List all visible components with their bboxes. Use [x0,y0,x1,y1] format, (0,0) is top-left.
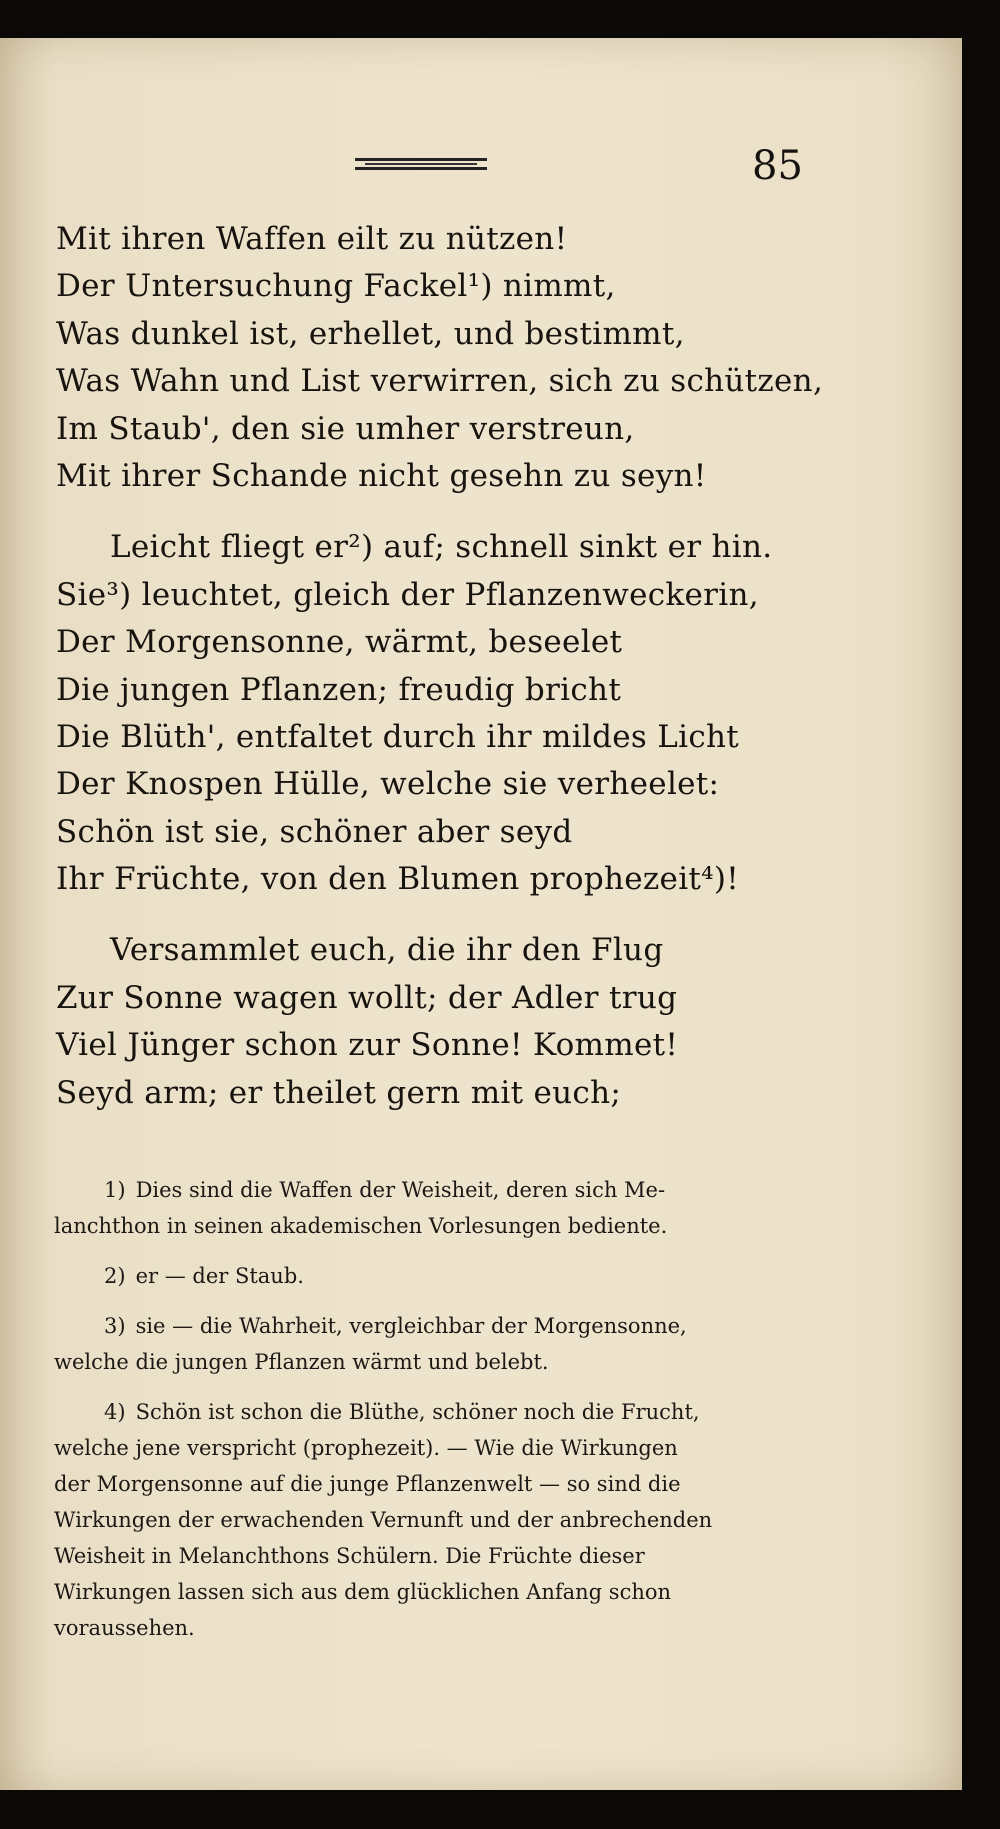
footnote-number: 4) [104,1400,126,1424]
verse-line: Seyd arm; er theilet gern mit euch; [56,1074,622,1111]
stanza-3 [56,927,936,1117]
footnote-text: sie — die Wahrheit, vergleichbar der Morgensonne, [135,1314,687,1338]
footnote-text: lanchthon in seinen akademischen Vorlesungen bediente. [54,1214,668,1238]
verse-line: Sie³) leuchtet, gleich der Pflanzenweckerin, [56,576,759,613]
footnote-text: Wirkungen der erwachenden Vernunft und der anbrechenden [54,1508,713,1532]
verse-line: Versammlet euch, die ihr den Flug [110,932,664,969]
footnote-2 [54,1258,934,1294]
stanza-2 [56,524,936,903]
page-number: 85 [752,143,803,189]
footnotes [54,1172,934,1660]
verse-line: Viel Jünger schon zur Sonne! Kommet! [56,1027,679,1064]
footnote-text: Weisheit in Melanchthons Schülern. Die Früchte dieser [54,1544,645,1568]
book-page [0,38,962,1790]
verse-line: Der Untersuchung Fackel¹) nimmt, [56,268,616,305]
verse-line: Leicht fliegt er²) auf; schnell sinkt er hin. [110,529,773,566]
verse-line: Zur Sonne wagen wollt; der Adler trug [56,979,678,1016]
footnote-text: der Morgensonne auf die junge Pflanzenwelt — so sind die [54,1472,681,1496]
verse-line: Der Knospen Hülle, welche sie verheelet: [56,766,720,803]
verse-line: Im Staub', den sie umher verstreun, [56,410,635,447]
verse-line: Was Wahn und List verwirren, sich zu schützen, [56,363,824,400]
footnote-number: 3) [104,1314,126,1338]
verse-line: Ihr Früchte, von den Blumen prophezeit⁴)! [56,861,740,898]
stanza-1 [56,216,936,500]
footnote-number: 2) [104,1264,126,1288]
poem-text [56,216,936,1141]
footnote-3 [54,1308,934,1380]
footnote-text: welche die jungen Pflanzen wärmt und belebt. [54,1350,549,1374]
verse-line: Der Morgensonne, wärmt, beseelet [56,624,623,661]
verse-line: Was dunkel ist, erhellet, und bestimmt, [56,315,685,352]
verse-line: Die Blüth', entfaltet durch ihr mildes Licht [56,718,740,755]
header-rule [355,158,487,170]
footnote-text: er — der Staub. [135,1264,304,1288]
footnote-text: Wirkungen lassen sich aus dem glücklichen Anfang schon [54,1580,672,1604]
footnote-text: voraussehen. [54,1616,195,1640]
verse-line: Mit ihrer Schande nicht gesehn zu seyn! [56,457,707,494]
footnote-text: Dies sind die Waffen der Weisheit, deren sich Me- [135,1178,666,1202]
verse-line: Schön ist sie, schöner aber seyd [56,813,573,850]
footnote-text: Schön ist schon die Blüthe, schöner noch die Frucht, [135,1400,700,1424]
verse-line: Mit ihren Waffen eilt zu nützen! [56,221,568,257]
verse-line: Die jungen Pflanzen; freudig bricht [56,671,622,708]
footnote-4 [54,1394,934,1646]
footnote-number: 1) [104,1178,126,1202]
footnote-text: welche jene verspricht (prophezeit). — Wie die Wirkungen [54,1436,678,1460]
footnote-1 [54,1172,934,1244]
